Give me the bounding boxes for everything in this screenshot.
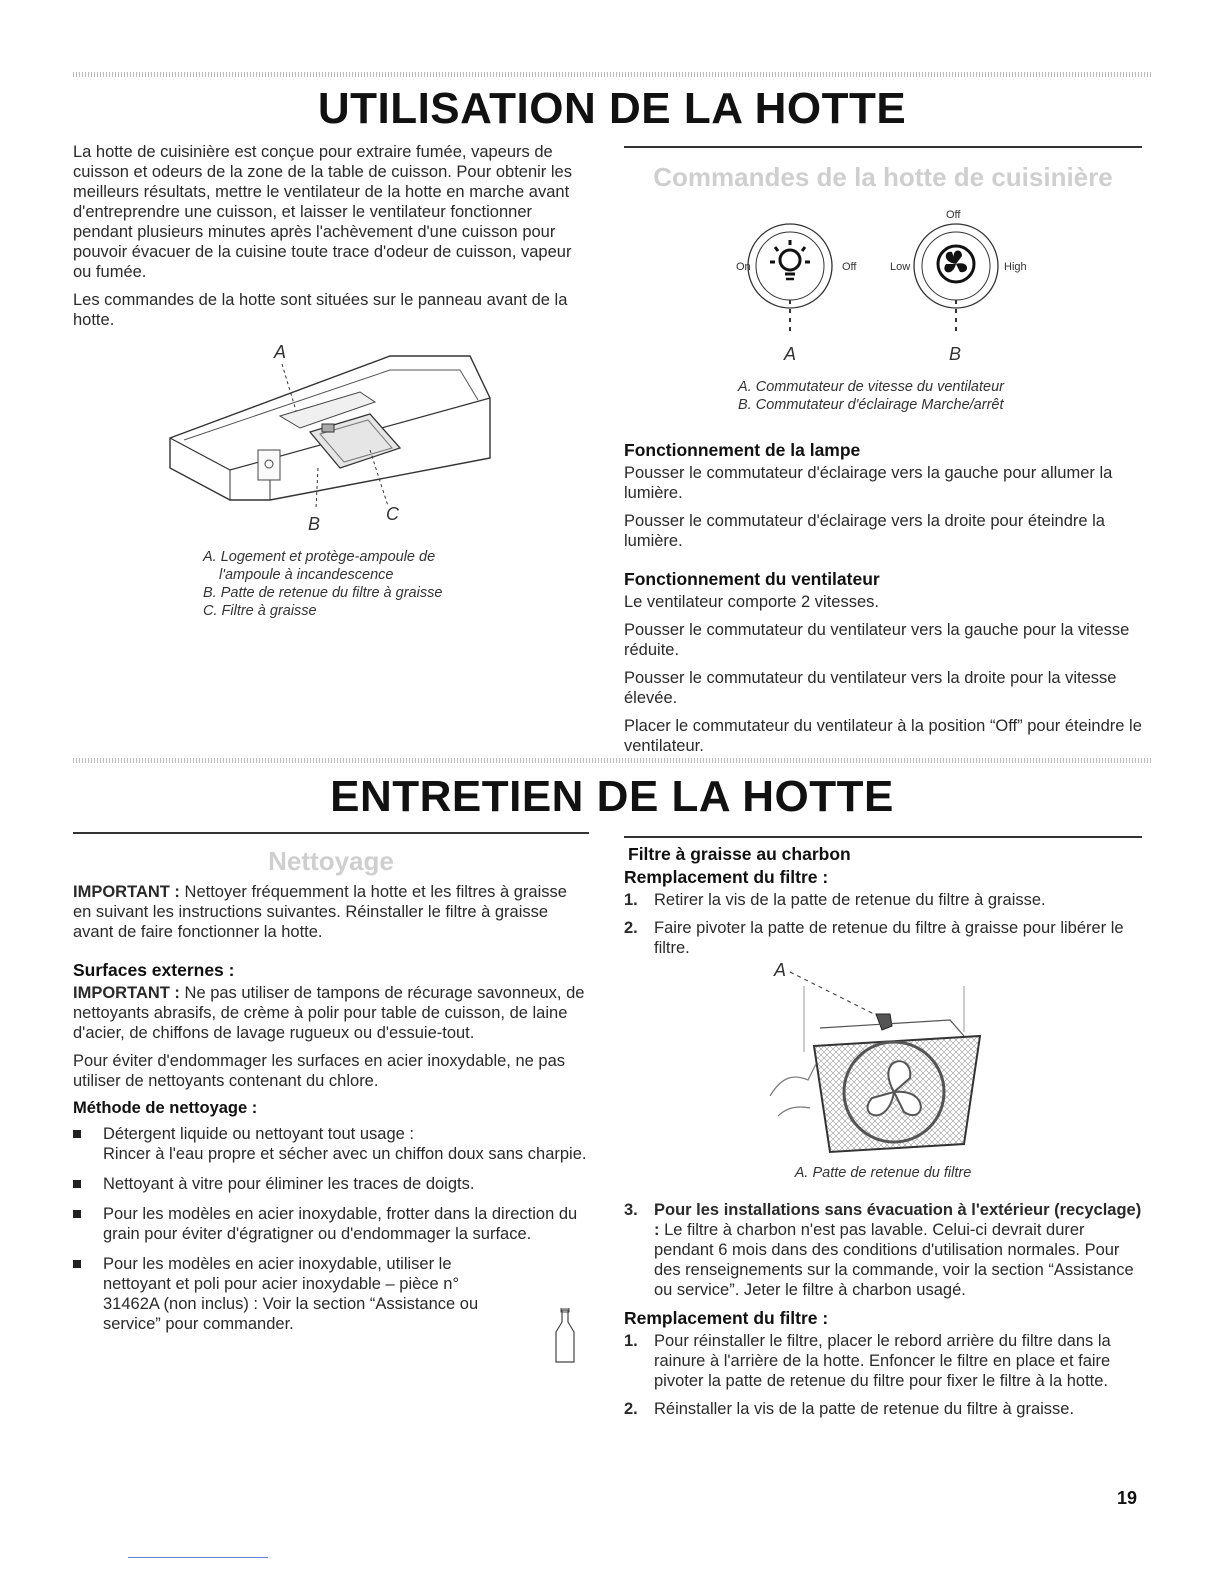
lamp-paragraph-2: Pousser le commutateur d'éclairage vers la droite pour éteindre la lumière. bbox=[624, 512, 1105, 550]
filter-caption: A. Patte de retenue du filtre bbox=[794, 1165, 972, 1181]
list-item bbox=[624, 890, 1142, 910]
reinstall-steps bbox=[624, 1331, 1142, 1419]
list-item bbox=[73, 1174, 589, 1194]
step-text: Pour réinstaller le filtre, placer le rebord arrière du filtre dans la rainure à l'arrière de la hotte. Enfoncer le filtre en place et faire pivoter la patte de retenue du filtre pour fixer le filtre à la hotte. bbox=[654, 1332, 1111, 1390]
recycle-text: Le filtre à charbon n'est pas lavable. Celui-ci devrait durer pendant 6 mois dans des conditions d'utilisation normales. Pour des renseignements sur la commande, voir la section “Assistance ou service”. Jeter le filtre à charbon usagé. bbox=[654, 1221, 1134, 1299]
bullet2-text: Nettoyant à vitre pour éliminer les traces de doigts. bbox=[103, 1175, 475, 1193]
surfaces-heading: Surfaces externes : bbox=[73, 960, 235, 980]
step-text: Réinstaller la vis de la patte de retenue du filtre à graisse. bbox=[654, 1400, 1075, 1418]
intro-paragraph-2: Les commandes de la hotte sont situées sur le panneau avant de la hotte. bbox=[73, 291, 568, 329]
lamp-heading: Fonctionnement de la lampe bbox=[624, 440, 861, 460]
filter-column-bottom bbox=[624, 1200, 1142, 1427]
fan-low-label: Low bbox=[890, 261, 911, 273]
lightbulb-icon bbox=[770, 240, 810, 279]
list-item bbox=[624, 1200, 1142, 1300]
recycle-steps bbox=[624, 1200, 1142, 1300]
fan-icon bbox=[938, 246, 974, 282]
controls-label-b: B bbox=[949, 344, 962, 364]
list-item bbox=[624, 1399, 1142, 1419]
list-item bbox=[73, 1124, 589, 1164]
stainless-note: Pour éviter d'endommager les surfaces en acier inoxydable, ne pas utiliser de nettoyants contenant du chlore. bbox=[73, 1052, 566, 1090]
filter-frame-back bbox=[820, 1020, 964, 1036]
bullet1-line1: Détergent liquide ou nettoyant tout usage : bbox=[103, 1125, 414, 1143]
intro-paragraph-1: La hotte de cuisinière est conçue pour extraire fumée, vapeurs de cuisson et odeurs de la zone de la table de cuisson. Pour obtenir les meilleurs résultats, mettre le ventilateur de la hotte en marche avant d'entreprendre une cuisson, et laisser le ventilateur fonctionner pendant plusieurs minutes après l'achèvement d'une cuisson pour pouvoir évacuer de la cuisine toute trace d'odeur de cuisson, vapeur ou fumée. bbox=[73, 143, 572, 281]
fan-switch-outer bbox=[914, 224, 998, 308]
cleaner-bottle-icon bbox=[552, 1308, 578, 1366]
surfaces-important-label: IMPORTANT : bbox=[73, 984, 180, 1002]
fan-off-label: Off bbox=[946, 209, 961, 221]
hood-caption-a-cont: l'ampoule à incandescence bbox=[219, 567, 394, 583]
hood-caption-a: A. Logement et protège-ampoule de bbox=[203, 549, 436, 565]
cleaning-heading: Nettoyage bbox=[268, 846, 394, 876]
hood-leader-b bbox=[316, 468, 318, 508]
surfaces-important-text: Ne pas utiliser de tampons de récurage savonneux, de nettoyants abrasifs, de crème à polir pour table de cuisson, de laine d'acier, de chiffons de lavage rugueux ou d'essuie-tout. bbox=[73, 984, 585, 1042]
step-number: 1. bbox=[624, 1332, 638, 1350]
controls-caption bbox=[738, 378, 1098, 414]
operation-column bbox=[624, 440, 1142, 764]
fan-high-label: High bbox=[1004, 261, 1027, 273]
hood-caption-c: C. Filtre à graisse bbox=[203, 603, 317, 619]
charcoal-heading: Filtre à graisse au charbon bbox=[628, 844, 851, 864]
retainer-tab bbox=[876, 1014, 892, 1030]
controls-heading: Commandes de la hotte de cuisinière bbox=[653, 162, 1113, 192]
removal-steps bbox=[624, 890, 1142, 958]
fan-paragraph-2: Pousser le commutateur du ventilateur vers la gauche pour la vitesse réduite. bbox=[624, 621, 1130, 659]
light-switch-outer bbox=[748, 224, 832, 308]
step-text: Faire pivoter la patte de retenue du filtre à graisse pour libérer le filtre. bbox=[654, 919, 1124, 957]
step-number: 3. bbox=[624, 1201, 638, 1219]
fan-paragraph-4: Placer le commutateur du ventilateur à la position “Off” pour éteindre le ventilateur. bbox=[624, 717, 1142, 755]
middle-divider bbox=[73, 758, 1151, 763]
controls-caption-b: B. Commutateur d'éclairage Marche/arrêt bbox=[738, 397, 1004, 413]
section-title-entretien: ENTRETIEN DE LA HOTTE bbox=[330, 772, 894, 821]
step-number: 2. bbox=[624, 1400, 638, 1418]
cleaning-method-list bbox=[73, 1124, 589, 1334]
method-heading: Méthode de nettoyage : bbox=[73, 1099, 258, 1117]
list-item bbox=[73, 1204, 589, 1244]
controls-rule bbox=[624, 146, 1142, 148]
bullet1-line2: Rincer à l'eau propre et sécher avec un chiffon doux sans charpie. bbox=[103, 1145, 587, 1163]
filter-rule bbox=[624, 836, 1142, 838]
filter-label-a: A bbox=[774, 960, 787, 980]
hood-label-b: B bbox=[308, 514, 321, 534]
hood-label-a: A bbox=[274, 342, 287, 362]
step-number: 2. bbox=[624, 919, 638, 937]
replace-heading-1: Remplacement du filtre : bbox=[624, 867, 829, 887]
fan-paragraph-3: Pousser le commutateur du ventilateur vers la droite pour la vitesse élevée. bbox=[624, 669, 1117, 707]
hand-outline bbox=[770, 1064, 816, 1116]
page-number: 19 bbox=[1117, 1488, 1138, 1508]
light-on-label: On bbox=[736, 261, 751, 273]
filter-column-top bbox=[624, 844, 1142, 966]
important-label: IMPORTANT : bbox=[73, 883, 180, 901]
step-number: 1. bbox=[624, 891, 638, 909]
list-item bbox=[624, 918, 1142, 958]
bullet3-text: Pour les modèles en acier inoxydable, frotter dans la direction du grain pour éviter d'égratigner ou d'endommager la surface. bbox=[103, 1205, 578, 1243]
hood-illustration bbox=[160, 338, 500, 538]
replace-heading-2: Remplacement du filtre : bbox=[624, 1308, 829, 1328]
intro-column bbox=[73, 142, 589, 338]
cleaning-column bbox=[73, 882, 589, 1344]
hood-label-c: C bbox=[386, 504, 399, 524]
filter-illustration bbox=[764, 956, 1004, 1160]
list-item bbox=[624, 1331, 1142, 1391]
controls-caption-a: A. Commutateur de vitesse du ventilateur bbox=[738, 379, 1004, 395]
top-divider bbox=[73, 72, 1151, 77]
important-text: Nettoyer fréquemment la hotte et les filtres à graisse en suivant les instructions suivantes. Réinstaller le filtre à graisse avant de faire fonctionner la hotte. bbox=[73, 883, 567, 941]
bullet4-text: Pour les modèles en acier inoxydable, utiliser le nettoyant et poli pour acier inoxydable – pièce n° 31462A (non inclus) : Voir la section “Assistance ou service” pour commander. bbox=[103, 1255, 479, 1333]
hood-control-panel bbox=[258, 450, 280, 480]
controls-label-a: A bbox=[784, 344, 797, 364]
section-title-utilisation: UTILISATION DE LA HOTTE bbox=[317, 84, 907, 133]
recycle-bold: Pour les installations sans évacuation à l'extérieur (recyclage) : bbox=[654, 1201, 1142, 1239]
step-text: Retirer la vis de la patte de retenue du filtre à graisse. bbox=[654, 891, 1046, 909]
fan-switch-inner bbox=[922, 232, 990, 300]
cleaning-rule bbox=[73, 832, 589, 834]
fan-paragraph-1: Le ventilateur comporte 2 vitesses. bbox=[624, 593, 879, 611]
hood-caption bbox=[203, 548, 503, 620]
controls-illustration bbox=[730, 200, 1050, 370]
cleaning-important bbox=[73, 882, 589, 942]
light-off-label: Off bbox=[842, 261, 857, 273]
list-item bbox=[73, 1254, 589, 1334]
hood-caption-b: B. Patte de retenue du filtre à graisse bbox=[203, 585, 443, 601]
footer-line bbox=[128, 1557, 268, 1558]
lamp-paragraph-1: Pousser le commutateur d'éclairage vers la gauche pour allumer la lumière. bbox=[624, 464, 1113, 502]
filter-retainer-tab bbox=[322, 424, 334, 432]
surfaces-important bbox=[73, 983, 589, 1043]
fan-heading: Fonctionnement du ventilateur bbox=[624, 569, 880, 589]
